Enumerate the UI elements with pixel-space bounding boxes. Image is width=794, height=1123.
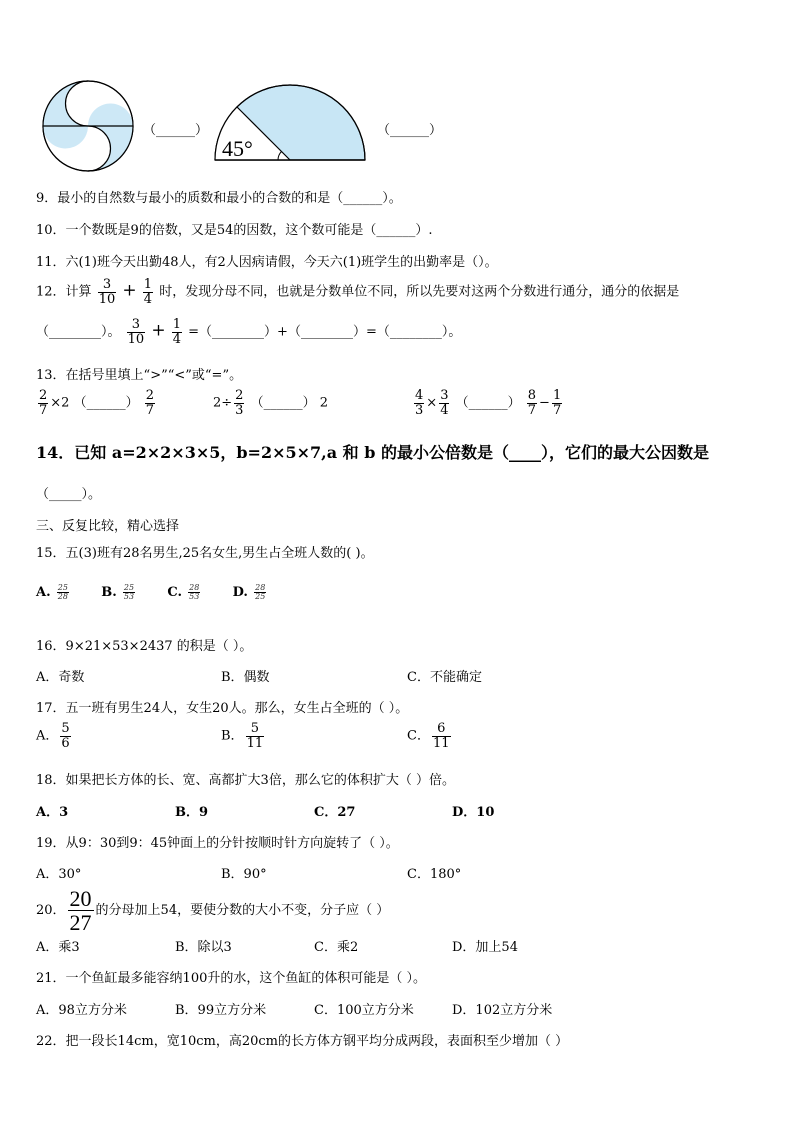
question-10: 10．一个数既是9的倍数，又是54的因数，这个数可能是（______）.	[36, 223, 433, 238]
option-d[interactable]: D. $\frac{28}{25}$	[232, 583, 266, 602]
section-3-title: 三、反复比较，精心选择	[36, 519, 180, 534]
q16-option-a[interactable]: A．奇数	[36, 670, 85, 685]
question-14-cont[interactable]: （_____）。	[36, 487, 102, 502]
question-19: 19．从9：30到9：45钟面上的分针按顺时针方向旋转了（ ）。	[36, 836, 399, 851]
q17-option-a[interactable]: A． $\frac{5}{6}$	[36, 721, 70, 751]
option-c[interactable]: C. $\frac{28}{53}$	[167, 583, 200, 602]
figure2-answer-blank[interactable]: （______）	[377, 123, 443, 138]
q21-option-c[interactable]: C．100立方分米	[314, 1003, 414, 1018]
q19-option-b[interactable]: B．90°	[221, 867, 267, 882]
q21-option-a[interactable]: A．98立方分米	[36, 1003, 127, 1018]
q19-option-c[interactable]: C．180°	[407, 867, 462, 882]
question-16: 16．9×21×53×2437 的积是（ ）。	[36, 639, 253, 654]
q18-option-c[interactable]: C．27	[314, 805, 356, 820]
figure1-answer-blank[interactable]: （______）	[143, 123, 209, 138]
question-9: 9．最小的自然数与最小的质数和最小的合数的和是（______）。	[36, 191, 402, 206]
q17-option-c[interactable]: C． $\frac{6}{11}$	[407, 721, 450, 751]
q20-option-a[interactable]: A．乘3	[36, 940, 80, 955]
q12-basis-blank[interactable]: （________）。	[36, 324, 121, 340]
question-21: 21．一个鱼缸最多能容纳100升的水，这个鱼缸的体积可能是（ ）。	[36, 971, 426, 986]
q19-option-a[interactable]: A．30°	[36, 867, 82, 882]
question-12-line2: （________）。 $\frac{3}{10}$ + $\frac{1}{4}$ =（________）+（________）=（________）。	[36, 317, 462, 347]
q12-equation-blanks[interactable]: =（________）+（________）=（________）。	[188, 324, 462, 340]
q21-option-b[interactable]: B．99立方分米	[175, 1003, 267, 1018]
q13-expr-2: 2÷ $\frac{2}{3}$ （______） 2	[213, 388, 329, 418]
question-15: 15．五(3)班有28名男生,25名女生,男生占全班人数的( )。	[36, 546, 374, 561]
option-a[interactable]: A. $\frac{25}{28}$	[36, 583, 68, 602]
q16-option-b[interactable]: B．偶数	[221, 670, 270, 685]
question-18: 18．如果把长方体的长、宽、高都扩大3倍，那么它的体积扩大（ ）倍。	[36, 773, 455, 788]
q21-option-d[interactable]: D．102立方分米	[452, 1003, 553, 1018]
question-11: 11．六(1)班今天出勤48人，有2人因病请假，今天六(1)班学生的出勤率是（）。	[36, 255, 498, 270]
circle-figure	[36, 80, 140, 172]
q20-option-d[interactable]: D．加上54	[452, 940, 518, 955]
question-17: 17．五一班有男生24人，女生20人。那么，女生占全班的（ ）。	[36, 701, 409, 716]
question-13: 13．在括号里填上“>”“<”或“=”。	[36, 368, 243, 383]
option-b[interactable]: B. $\frac{25}{53}$	[101, 583, 135, 602]
semicircle-figure	[210, 84, 370, 164]
q13-expr-3: $\frac{4}{3}$ × $\frac{3}{4}$ （______） $\frac{8}{7}$ − $\frac{1}{7}$	[415, 388, 562, 418]
q13-blank-3[interactable]: （______）	[455, 395, 521, 411]
q18-option-d[interactable]: D．10	[452, 805, 495, 820]
q13-blank-2[interactable]: （______）	[250, 395, 316, 411]
q13-blank-1[interactable]: （______）	[73, 395, 139, 411]
question-22: 22．把一段长14cm，宽10cm，高20cm的长方体方钢平均分成两段，表面积至少增加（ ）	[36, 1034, 569, 1049]
q20-option-b[interactable]: B．除以3	[175, 940, 232, 955]
q13-expr-1: $\frac{2}{7}$ ×2 （______） $\frac{2}{7}$	[39, 388, 155, 418]
q18-option-b[interactable]: B．9	[175, 805, 209, 820]
q15-options	[36, 584, 268, 602]
q18-option-a[interactable]: A．3	[36, 805, 69, 820]
angle-label: 45°	[222, 136, 253, 161]
question-14: 14．已知 a=2×2×3×5，b=2×5×7,a 和 b 的最小公倍数是（____），它们的最大公因数是	[36, 443, 710, 462]
q17-option-b[interactable]: B． $\frac{5}{11}$	[221, 721, 264, 751]
q20-option-c[interactable]: C．乘2	[314, 940, 359, 955]
question-12: 12．计算 $\frac{3}{10}$ + $\frac{1}{4}$ 时，发现分母不同，也就是分数单位不同，所以先要对这两个分数进行通分，通分的依据是	[36, 277, 680, 307]
q16-option-c[interactable]: C．不能确定	[407, 670, 482, 685]
question-20: 20． $\frac{20}{27}$ 的分母加上54，要使分数的大小不变，分子应（ ）	[36, 886, 390, 936]
